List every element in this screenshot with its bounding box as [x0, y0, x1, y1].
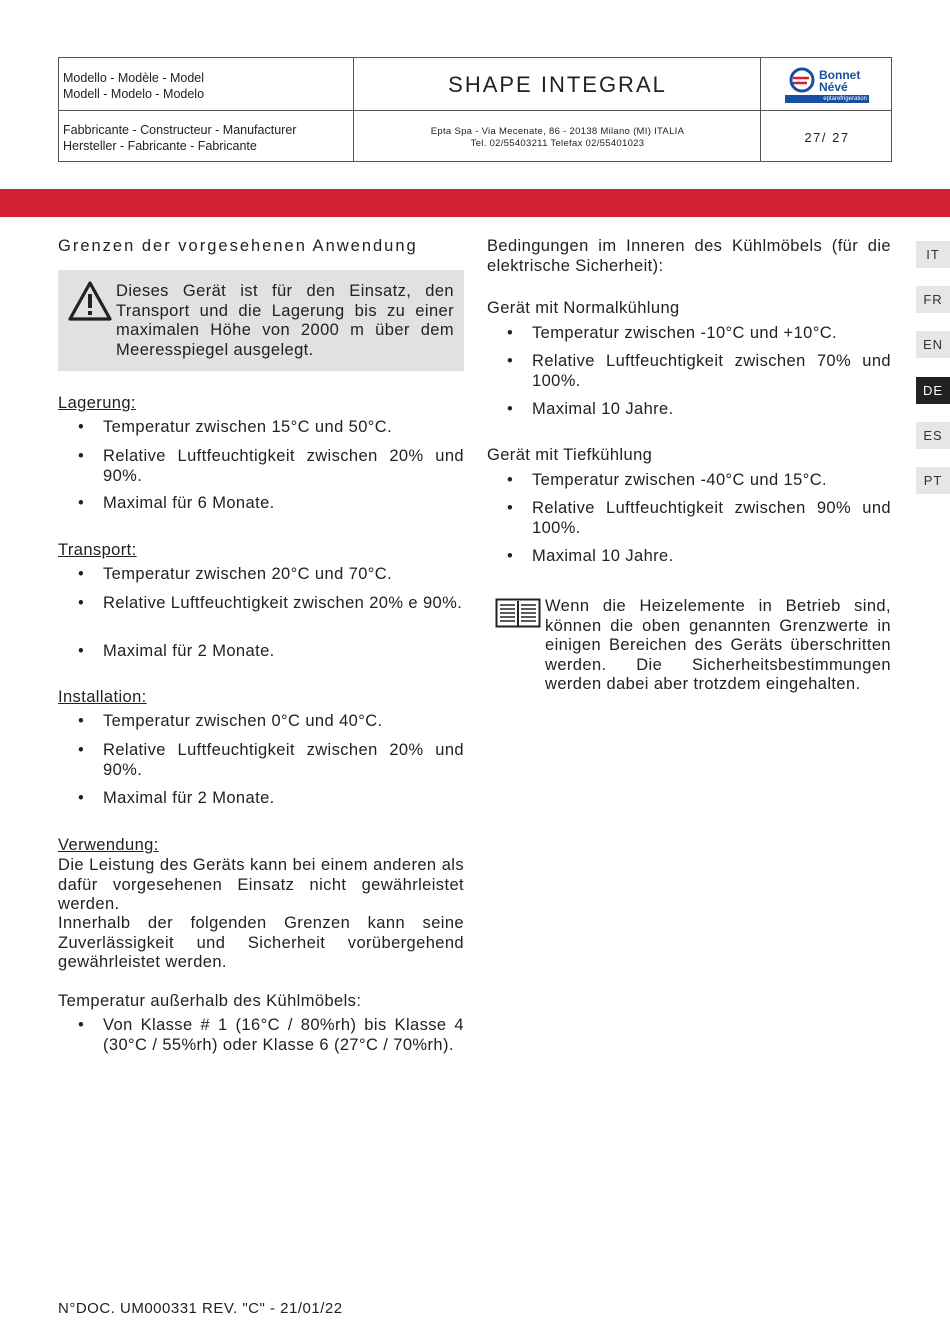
logo-strip: eptarefrigeration — [785, 95, 869, 103]
tab-lang-pt[interactable]: PT — [916, 467, 950, 494]
tab-lang-de[interactable]: DE — [916, 377, 950, 404]
manual-book-icon — [495, 598, 541, 628]
company-address: Epta Spa - Via Mecenate, 86 - 20138 Milano (MI) ITALIA Tel. 02/55403211 Telefax 02/55401023 — [430, 126, 685, 149]
warning-text: Dieses Gerät ist für den Einsatz, den Transport und die Lagerung bis zu einer maximalen Höhe von 2000 m über dem Meeresspiegel ausgelegt. — [116, 282, 454, 359]
usage-paragraph: Die Leistung des Geräts kann bei einem anderen als dafür vorgesehenen Einsatz nicht gewährleistet werden. — [58, 856, 464, 913]
logo-text: Névé — [819, 80, 848, 94]
model-title: SHAPE INTEGRAL — [448, 72, 667, 97]
left-column: Grenzen der vorgesehenen Anwendung Dieses Gerät ist für den Einsatz, den Transport und die Lagerung bis zu einer maximalen Höhe von 2000 m über dem Meeresspiegel ausgelegt. Lagerung: • Temperatur zwischen 15°C und 50°C. • Relative Luftfeuchtigkeit zwischen 20% und 90%. • Maximal für 6 Monate. Transport: • Temperatur zwischen 20°C und 70°C. • Relative Luftfeuchtigkeit zwischen 20% e 90%. • Maximal für 2 Monate. Installation: • Temperatur zwischen 0°C und 40°C. • Relative Luftfeuchtigkeit zwischen 20% und 90%. • Maximal für 2 Monate. Verwendung: Die Leistung des Geräts kann bei einem anderen als dafür vorgesehenen Einsatz nicht gewährleistet werden. Innerhalb der folgenden Grenzen kann seine Zuverlässigkeit und Sicherheit vorübergehend gewährleistet werden. Temperatur außerhalb des Kühlmöbels: • Von Klasse # 1 (16°C / 80%rh) bis Klasse 4 (30°C / 55%rh) oder Klasse 6 (27°C / 70%rh). — [58, 237, 464, 1054]
section-heading: Grenzen der vorgesehenen Anwendung — [58, 237, 418, 255]
logo-text: Bonnet — [819, 68, 861, 82]
right-column: Bedingungen im Inneren des Kühlmöbels (für die elektrische Sicherheit): Gerät mit Normalkühlung • Temperatur zwischen -10°C und +10°C. • Relative Luftfeuchtigkeit zwischen 70% und 100%. • Maximal 10 Jahre. Gerät mit Tiefkühlung • Temperatur zwischen -40°C und 15°C. • Relative Luftfeuchtigkeit zwischen 90% und 100%. • Maximal 10 Jahre. Wenn die Heizelemente in Betrieb sind, können die oben genannten Grenzwerte in einigen Bereichen des Geräts überschritten werden. Die Sicherheitsbestimmungen werden dabei aber trotzdem eingehalten. — [487, 237, 891, 693]
warning-box — [58, 270, 464, 371]
manufacturer-label: Fabbricante - Constructeur - Manufacturer Hersteller - Fabricante - Fabricante — [63, 123, 297, 153]
document-number: N°DOC. UM000331 REV. "C" - 21/01/22 — [58, 1300, 343, 1317]
usage-title: Verwendung: — [58, 836, 159, 854]
tab-lang-it[interactable]: IT — [916, 241, 950, 268]
deep-title: Gerät mit Tiefkühlung — [487, 446, 653, 464]
tab-lang-fr[interactable]: FR — [916, 286, 950, 313]
note-text: Wenn die Heizelemente in Betrieb sind, können die oben genannten Grenzwerte in einigen Bereichen des Geräts überschritten werden. Die Sicherheitsbestimmungen werden dabei aber trotzdem eingehalten. — [545, 597, 891, 693]
tab-lang-es[interactable]: ES — [916, 422, 950, 449]
storage-title: Lagerung: — [58, 394, 136, 412]
installation-title: Installation: — [58, 688, 147, 706]
page-number: 27/ 27 — [804, 130, 850, 145]
warning-triangle-icon — [67, 280, 113, 322]
tab-lang-en[interactable]: EN — [916, 331, 950, 358]
transport-title: Transport: — [58, 541, 137, 559]
section-heading: Bedingungen im Inneren des Kühlmöbels (für die elektrische Sicherheit): — [487, 237, 891, 275]
normal-title: Gerät mit Normalkühlung — [487, 299, 680, 317]
outside-title: Temperatur außerhalb des Kühlmöbels: — [58, 992, 362, 1010]
usage-paragraph: Innerhalb der folgenden Grenzen kann seine Zuverlässigkeit und Sicherheit vorübergehend gewährleistet werden. — [58, 914, 464, 971]
model-label: Modello - Modèle - Model Modell - Modelo - Modelo — [63, 71, 205, 101]
